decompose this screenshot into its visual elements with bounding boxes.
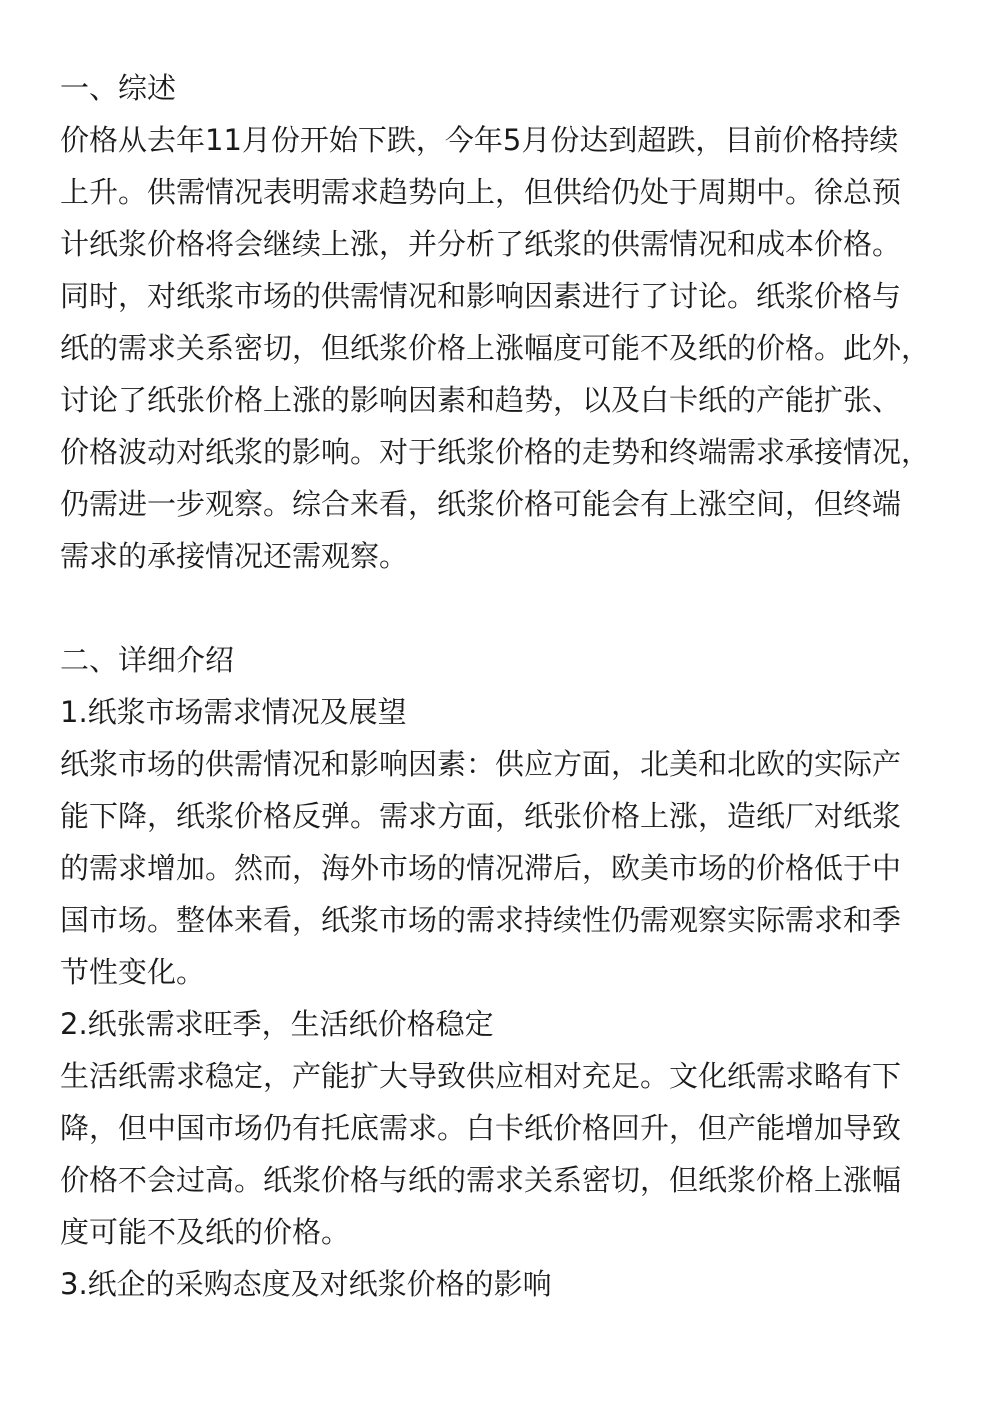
item-paragraph-pulp-demand	[60, 738, 940, 998]
paragraph-line: 能下降，纸浆价格反弹。需求方面，纸张价格上涨，造纸厂对纸浆	[60, 799, 902, 833]
paragraph-line: 计纸浆价格将会继续上涨，并分析了纸浆的供需情况和成本价格。	[60, 227, 902, 261]
paragraph-line: 讨论了纸张价格上涨的影响因素和趋势，以及白卡纸的产能扩张、	[60, 383, 902, 417]
paragraph-line: 同时，对纸浆市场的供需情况和影响因素进行了讨论。纸浆价格与	[60, 279, 902, 313]
section-heading-details: 二、详细介绍	[60, 643, 235, 677]
item-title-procurement: 3.纸企的采购态度及对纸浆价格的影响	[60, 1267, 552, 1301]
section-heading-summary: 一、综述	[60, 71, 177, 105]
paragraph-line: 国市场。整体来看，纸浆市场的需求持续性仍需观察实际需求和季	[60, 903, 902, 937]
paragraph-line: 纸的需求关系密切，但纸浆价格上涨幅度可能不及纸的价格。此外，	[60, 331, 931, 365]
item-paragraph-paper-season	[60, 1050, 940, 1258]
paragraph-line: 度可能不及纸的价格。	[60, 1215, 351, 1249]
paragraph-line: 价格从去年11月份开始下跌，今年5月份达到超跌，目前价格持续	[60, 123, 899, 157]
summary-paragraph	[60, 114, 940, 582]
paragraph-line: 节性变化。	[60, 955, 206, 989]
paragraph-line: 的需求增加。然而，海外市场的情况滞后，欧美市场的价格低于中	[60, 851, 902, 885]
paragraph-line: 价格不会过高。纸浆价格与纸的需求关系密切，但纸浆价格上涨幅	[60, 1163, 902, 1197]
paragraph-line: 降，但中国市场仍有托底需求。白卡纸价格回升，但产能增加导致	[60, 1111, 902, 1145]
paragraph-line: 上升。供需情况表明需求趋势向上，但供给仍处于周期中。徐总预	[60, 175, 902, 209]
section-spacer	[60, 582, 940, 634]
paragraph-line: 纸浆市场的供需情况和影响因素：供应方面，北美和北欧的实际产	[60, 747, 902, 781]
paragraph-line: 需求的承接情况还需观察。	[60, 539, 409, 573]
item-title-pulp-demand: 1.纸浆市场需求情况及展望	[60, 695, 407, 729]
paragraph-line: 价格波动对纸浆的影响。对于纸浆价格的走势和终端需求承接情况，	[60, 435, 931, 469]
document-body	[60, 62, 940, 1310]
paragraph-line: 仍需进一步观察。综合来看，纸浆价格可能会有上涨空间，但终端	[60, 487, 902, 521]
paragraph-line: 生活纸需求稳定，产能扩大导致供应相对充足。文化纸需求略有下	[60, 1059, 902, 1093]
item-title-paper-season: 2.纸张需求旺季，生活纸价格稳定	[60, 1007, 494, 1041]
